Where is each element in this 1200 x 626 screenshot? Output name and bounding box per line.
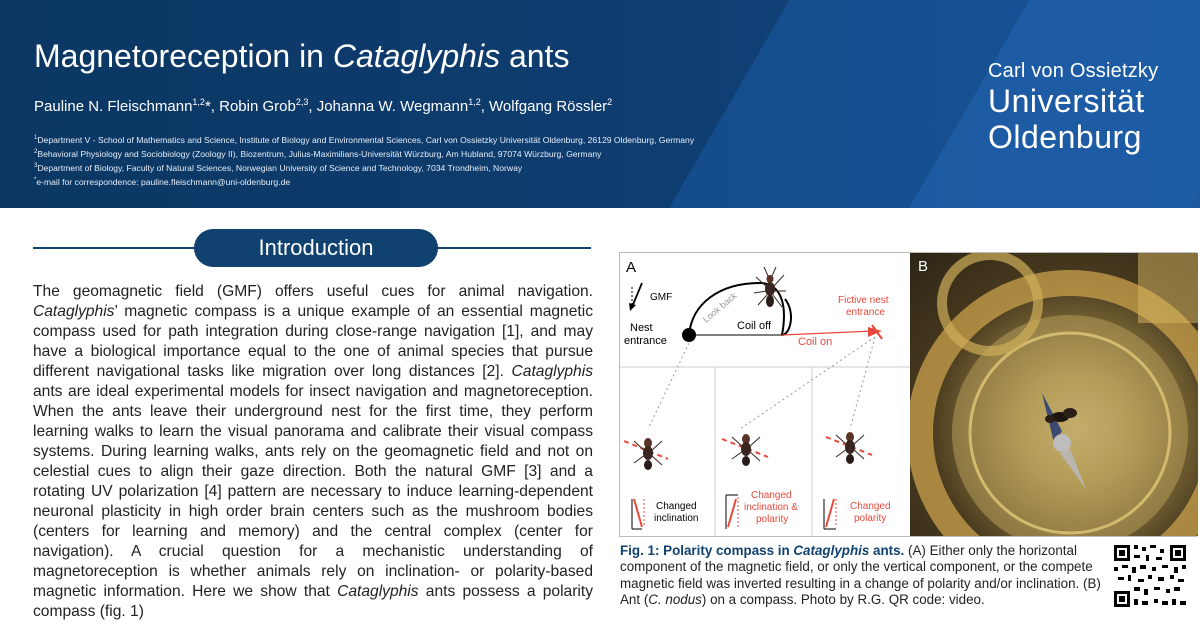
field-arrow-icon-2 [726, 495, 738, 529]
university-logo [988, 60, 1158, 155]
panel-b-label: B [918, 258, 929, 275]
coil-on-path [782, 331, 874, 335]
affiliation-2: $^2$Behavioral Physiology and Sociobiology (Zoology II), Biozentrum, Julius-Maximilians-Universität Würzburg, Am Hubland, 97074 Würzburg, Germany [34, 149, 602, 160]
condition-3-line2: polarity [854, 513, 887, 524]
condition-2-line2: inclination & [744, 502, 798, 513]
panel-a-diagram [620, 253, 910, 536]
qr-code-icon [1112, 543, 1188, 609]
poster-header [0, 0, 1200, 208]
gmf-label: GMF [650, 292, 673, 303]
ant-icon-1 [624, 438, 668, 470]
ant-icon-3 [826, 432, 872, 464]
connector-dotted-3 [740, 337, 875, 429]
field-arrow-icon-3 [824, 499, 836, 529]
condition-1-line2: inclination [654, 513, 699, 524]
affiliations [34, 132, 694, 189]
affiliation-3: $^3$Department of Biology, Faculty of Natural Sciences, Norwegian University of Science and Technology, 7034 Trondheim, Norway [34, 163, 523, 174]
figure-caption: Fig. 1: Polarity compass in Cataglyphis ants. (A) Either only the horizontal component of the magnetic field, or only the vertical component, or the compete magnetic field was inverted resulting in a change of polarity and/or inclination. (B) Ant (C. nodus) on a compass. Photo by R.G. QR code: video. [620, 543, 1101, 608]
coil-off-label: Coil off [737, 320, 772, 332]
gmf-arrow-icon [629, 283, 642, 311]
video-qr-code[interactable] [1112, 543, 1188, 609]
panel-a-label: A [626, 259, 637, 276]
condition-1-line1: Changed [656, 501, 697, 512]
look-back-label: Look back [700, 290, 739, 325]
condition-2-line1: Changed [751, 490, 792, 501]
ant-icon-2 [722, 434, 768, 466]
connector-dotted-1 [648, 343, 689, 429]
condition-2-line3: polarity [756, 514, 789, 525]
figure-panel-b-photo [910, 253, 1198, 536]
nest-label-line1: Nest [630, 322, 653, 334]
logo-line-1: Carl von Ossietzky [988, 60, 1159, 82]
correspondence-email: *e-mail for correspondence: pauline.fleischmann@uni-oldenburg.de [34, 177, 291, 188]
figure-1 [619, 252, 1197, 537]
section-heading-introduction: Introduction [194, 229, 438, 267]
condition-3-line1: Changed [850, 501, 891, 512]
logo-line-2: Universität [988, 83, 1145, 119]
coil-on-label: Coil on [798, 336, 833, 348]
author-list: Pauline N. Fleischmann$^{1,2}$*, Robin Grob$^{2,3}$, Johanna W. Wegmann$^{1,2}$, Wolfgang Rössler$^2$ [34, 97, 613, 115]
poster-title: Magnetoreception in Cataglyphis ants [34, 38, 570, 74]
nest-label-line2: entrance [624, 335, 667, 347]
introduction-body: The geomagnetic field (GMF) offers useful cues for animal navigation. Cataglyphis’ magnetic compass is a unique example of an essential magnetic compass used for path integration during close-range navigation [1], and may have a biological importance equal to the one of animal species that pursue different navigational tasks like migration over long distances [2]. Cataglyphis ants are ideal experimental models for insect navigation and magnetoreception. When the ants leave their underground nest for the first time, they perform learning walks to learn the visual panorama and calibrate their visual compass systems. During learning walks, ants rely on the geomagnetic field and not on celestial cues to align their gaze direction. Both the natural GMF [3] and a rotating UV polarization [4] pattern are necessary to induce learning-dependent neuronal plasticity in high order brain centers such as the mushroom bodies (centers for learning and memory) and the central complex (center for navigation). A crucial question for a mechanistic understanding of magnetoreception is whether animals rely on inclination- or polarity-based magnetic information. Here we show that Cataglyphis ants possess a polarity compass (fig. 1) [33, 283, 593, 620]
fictive-nest-label-line1: Fictive nest [838, 295, 889, 306]
field-arrow-icon-1 [632, 499, 644, 529]
fictive-nest-marker-icon [868, 325, 882, 339]
fictive-nest-label-line2: entrance [846, 307, 885, 318]
logo-line-3: Oldenburg [988, 119, 1142, 155]
figure-panel-a [620, 253, 910, 536]
affiliation-1: $^1$Department V - School of Mathematics and Science, Institute of Biology and Environmental Sciences, Carl von Ossietzky Universität Oldenburg, 26129 Oldenburg, Germany [34, 134, 695, 145]
compass-photo-illustration [910, 253, 1198, 536]
connector-dotted-2 [850, 337, 875, 429]
